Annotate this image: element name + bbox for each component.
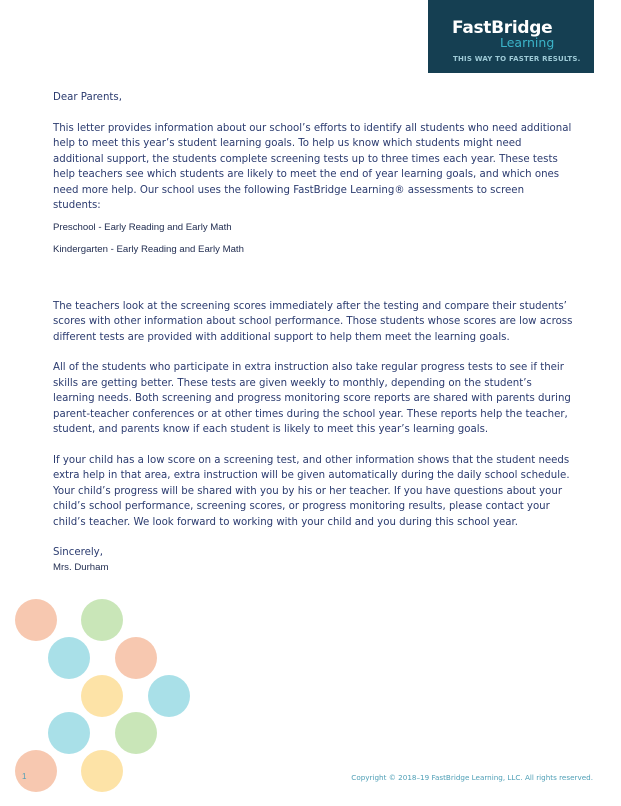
letter-closing: Sincerely, — [53, 547, 103, 558]
decorative-dot — [81, 675, 123, 717]
decorative-dot — [81, 750, 123, 792]
decorative-dot — [48, 637, 90, 679]
page-number: 1 — [22, 772, 27, 781]
decorative-dot — [48, 712, 90, 754]
decorative-dot — [115, 637, 157, 679]
brand-logo — [428, 0, 594, 73]
brand-name: FastBridge — [452, 18, 553, 38]
assessment-item: Kindergarten - Early Reading and Early Math — [53, 243, 244, 255]
letter-paragraph-2: The teachers look at the screening scores immediately after the testing and compare their students’ scores with other information about school performance. Those students whose scores are low across different tests are provided with additional support to help them meet the learning goals. — [53, 300, 573, 343]
letter-signature: Mrs. Durham — [53, 561, 109, 573]
letter-paragraph-1: This letter provides information about our school’s efforts to identify all students who need additional help to meet this year’s student learning goals. To help us know which students might need additional support, the students complete screening tests up to three times each year. These tests help teachers see which students are likely to meet the end of year learning goals, and which ones need more help. Our school uses the following FastBridge Learning® assessments to screen students: — [53, 122, 572, 211]
decorative-dot — [15, 750, 57, 792]
copyright-notice: Copyright © 2018–19 FastBridge Learning, LLC. All rights reserved. — [351, 773, 593, 782]
decorative-dot — [148, 675, 190, 717]
letter-greeting: Dear Parents, — [53, 92, 122, 103]
assessment-item: Preschool - Early Reading and Early Math — [53, 221, 232, 233]
decorative-dot — [15, 599, 57, 641]
letter-paragraph-3: All of the students who participate in extra instruction also take regular progress tests to see if their skills are getting better. These tests are given weekly to monthly, depending on the student’s learning needs. Both screening and progress monitoring score reports are shared with parents during parent-teacher conferences or at other times during the school year. These reports help the teacher, student, and parents know if each student is likely to meet this year’s learning goals. — [53, 362, 571, 435]
brand-tagline: THIS WAY TO FASTER RESULTS. — [453, 55, 581, 63]
brand-sub: Learning — [500, 35, 555, 50]
letter-paragraph-4: If your child has a low score on a screening test, and other information shows that the student needs extra help in that area, extra instruction will be given automatically during the daily school schedule. Your child’s progress will be shared with you by his or her teacher. If you have questions about your child’s school performance, screening scores, or progress monitoring results, please contact your child’s teacher. We look forward to working with your child and you during this school year. — [53, 454, 570, 528]
letter-body — [53, 90, 573, 575]
decorative-dot — [81, 599, 123, 641]
decorative-dot — [115, 712, 157, 754]
